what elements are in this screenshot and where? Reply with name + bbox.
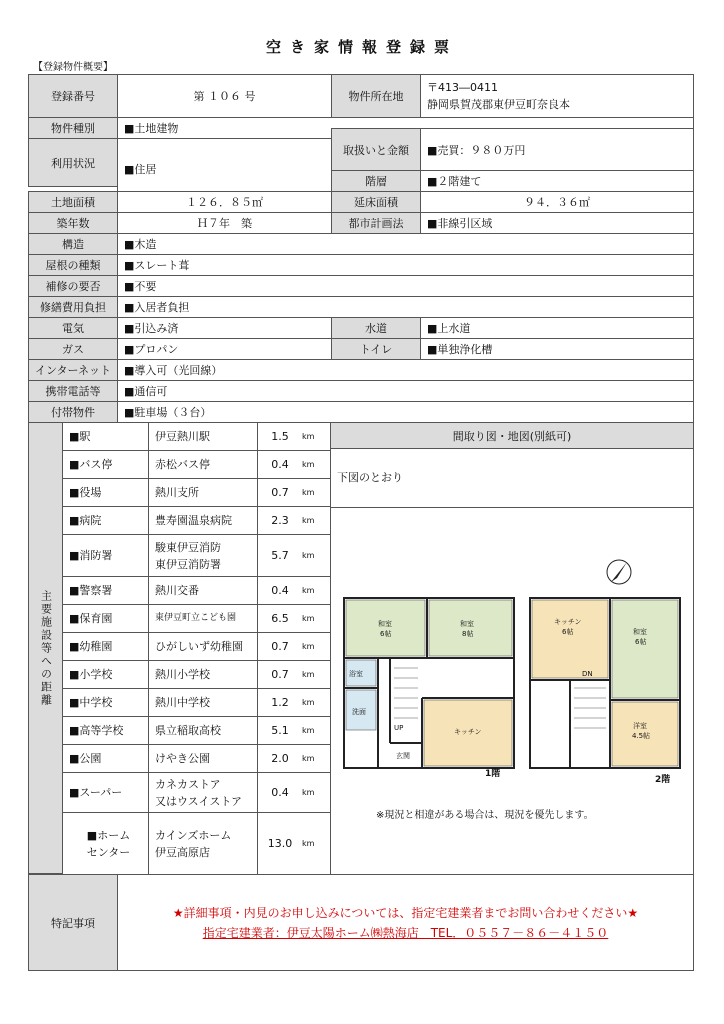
facility-name	[148, 812, 258, 875]
facility-category-text: ■高等学校	[69, 724, 124, 737]
usage-label: 利用状況	[28, 138, 118, 187]
page-title: 空き家情報登録票	[265, 38, 458, 56]
floorplan-header: 間取り図・地図(別紙可)	[330, 422, 694, 449]
reg-no-label: 登録番号	[28, 74, 118, 118]
svg-text:UP: UP	[394, 724, 404, 732]
facility-distance	[257, 812, 331, 875]
facility-category-text: ■保育園	[69, 612, 113, 625]
facility-distance-value: 0.7	[271, 486, 289, 499]
facility-name-text: 熱川交番	[155, 584, 199, 597]
electric-value: ■引込み済	[117, 317, 332, 339]
roof-label: 屋根の種類	[28, 254, 118, 276]
building-age-label: 築年数	[28, 212, 118, 234]
facility-name-text: けやき公園	[155, 752, 210, 765]
type-label: 物件種別	[28, 117, 118, 139]
facility-category-text: ■公園	[69, 752, 102, 765]
notes-line-inquiry: ★詳細事項・内見のお申し込みについては、指定宅建業者までお問い合わせください★	[172, 905, 639, 920]
svg-text:6帖: 6帖	[562, 628, 574, 636]
facility-category-text: ■消防署	[69, 549, 113, 562]
facility-category	[62, 716, 149, 745]
facility-category	[62, 506, 149, 535]
facility-category	[62, 660, 149, 689]
facility-name-text: 伊豆熱川駅	[155, 430, 210, 443]
repair-label: 補修の要否	[28, 275, 118, 297]
svg-text:洋室: 洋室	[633, 722, 647, 730]
facility-category	[62, 422, 149, 451]
facility-distance-unit: km	[302, 586, 315, 595]
gas-value: ■プロパン	[117, 338, 332, 360]
facility-category-text: ■バス停	[69, 458, 113, 471]
facility-category-text: ■病院	[69, 514, 102, 527]
facility-name	[148, 534, 258, 577]
water-value: ■上水道	[420, 317, 694, 339]
svg-text:和室: 和室	[460, 620, 474, 628]
facility-category-text: ■スーパー	[69, 786, 123, 799]
facility-category	[62, 744, 149, 773]
facility-distance	[257, 478, 331, 507]
urban-plan-label: 都市計画法	[331, 212, 421, 234]
location-value	[420, 74, 694, 118]
facility-name-text: 東伊豆町立こども園	[155, 613, 237, 623]
facility-category	[62, 604, 149, 633]
facility-name-text: 駿東伊豆消防	[155, 540, 221, 554]
repair-cost-label: 修繕費用負担	[28, 296, 118, 318]
urban-plan-value: ■非線引区域	[420, 212, 694, 234]
facility-distance	[257, 744, 331, 773]
facility-distance-unit: km	[302, 432, 315, 441]
facility-distance	[257, 604, 331, 633]
facility-distance-unit: km	[302, 698, 315, 707]
toilet-label: トイレ	[331, 338, 421, 360]
notes-value	[117, 874, 694, 971]
facility-distance	[257, 576, 331, 605]
facility-name	[148, 772, 258, 813]
internet-label: インターネット	[28, 359, 118, 381]
gas-label: ガス	[28, 338, 118, 360]
location-label: 物件所在地	[331, 74, 421, 118]
discrepancy-note: ※現況と相違がある場合は、現況を優先します。	[376, 810, 594, 821]
facility-name	[148, 450, 258, 479]
facility-distance-value: 6.5	[271, 612, 289, 625]
facility-name-text: 豊寿園温泉病院	[155, 514, 232, 527]
facility-distance	[257, 688, 331, 717]
facility-category-text: ■役場	[69, 486, 102, 499]
facility-distance	[257, 632, 331, 661]
facility-name	[148, 716, 258, 745]
facility-distance-value: 2.0	[271, 752, 289, 765]
svg-text:キッチン: キッチン	[454, 728, 482, 736]
reg-no-value: 第 １０６ 号	[117, 74, 332, 118]
water-label: 水道	[331, 317, 421, 339]
svg-text:キッチン: キッチン	[554, 618, 582, 626]
floor-2-label: 2階	[655, 775, 671, 785]
facility-distance-value: 1.2	[271, 696, 289, 709]
svg-text:8帖: 8帖	[462, 630, 474, 638]
svg-text:6帖: 6帖	[635, 638, 647, 646]
svg-text:和室: 和室	[633, 628, 647, 636]
facility-distance-value: 0.4	[271, 458, 289, 471]
facility-distance-value: 5.1	[271, 724, 289, 737]
floorplan-drawing	[330, 548, 690, 788]
location-address: 静岡県賀茂郡東伊豆町奈良本	[427, 98, 570, 111]
facility-distance-unit: km	[302, 754, 315, 763]
facility-distance-unit: km	[302, 670, 315, 679]
type-value: ■土地建物	[117, 117, 694, 139]
terms-label: 取扱いと金額	[331, 128, 421, 171]
facility-name-text: 熱川小学校	[155, 668, 210, 681]
facility-name	[148, 604, 258, 633]
electric-label: 電気	[28, 317, 118, 339]
structure-value: ■木造	[117, 233, 694, 255]
facility-category-text: ■小学校	[69, 668, 113, 681]
svg-text:浴室: 浴室	[349, 670, 363, 678]
facility-distance-unit: km	[302, 488, 315, 497]
facility-category-text: ■駅	[69, 430, 91, 443]
facility-distance	[257, 716, 331, 745]
repair-value: ■不要	[117, 275, 694, 297]
toilet-value: ■単独浄化槽	[420, 338, 694, 360]
floor-area-label: 延床面積	[331, 191, 421, 213]
facility-distance-unit: km	[302, 614, 315, 623]
facility-distance-value: 2.3	[271, 514, 289, 527]
facility-category	[62, 632, 149, 661]
section-subtitle: 【登録物件概要】	[33, 62, 113, 73]
facility-category-text: ■ホーム	[86, 828, 131, 842]
facility-name-text: 県立稲取高校	[155, 724, 221, 737]
facility-name-text: カネカストア	[155, 777, 221, 791]
facility-name	[148, 660, 258, 689]
facilities-label: 主要施設等への距離	[28, 422, 63, 874]
facility-name	[148, 632, 258, 661]
facility-distance-unit: km	[302, 460, 315, 469]
structure-label: 構造	[28, 233, 118, 255]
facility-category	[62, 772, 149, 813]
facility-category-text: ■中学校	[69, 696, 113, 709]
repair-cost-value: ■入居者負担	[117, 296, 694, 318]
registration-sheet	[28, 74, 694, 971]
facility-distance-value: 0.7	[271, 640, 289, 653]
facility-name	[148, 576, 258, 605]
location-zip: 〒413―0411	[427, 81, 498, 94]
svg-text:DN: DN	[582, 670, 593, 678]
facility-category-text: ■幼稚園	[69, 640, 113, 653]
facility-distance-unit: km	[302, 839, 315, 848]
facility-name	[148, 744, 258, 773]
facility-category-text: ■警察署	[69, 584, 113, 597]
land-area-label: 土地面積	[28, 191, 118, 213]
attachments-label: 付帯物件	[28, 401, 118, 423]
terms-value: ■売買：９８０万円	[420, 128, 694, 171]
facility-distance	[257, 534, 331, 577]
facility-name	[148, 478, 258, 507]
svg-text:4.5帖: 4.5帖	[632, 732, 651, 740]
floors-label: 階層	[331, 170, 421, 192]
roof-value: ■スレート葺	[117, 254, 694, 276]
facility-category	[62, 688, 149, 717]
svg-text:玄関: 玄関	[396, 752, 410, 760]
facility-distance	[257, 422, 331, 451]
floorplan-note: 下図のとおり	[330, 448, 694, 508]
facility-name-text: ひがしいず幼稚園	[155, 640, 243, 653]
facility-distance-value: 5.7	[271, 549, 289, 562]
facility-distance-value: 0.4	[271, 786, 289, 799]
facility-distance-unit: km	[302, 642, 315, 651]
facility-distance-unit: km	[302, 788, 315, 797]
facility-name-text-2: 又はウスイストア	[155, 794, 243, 808]
facility-name-text-2: 東伊豆消防署	[155, 557, 221, 571]
attachments-value: ■駐車場（３台）	[117, 401, 694, 423]
facility-name-text: カインズホーム	[155, 828, 232, 842]
facility-category	[62, 478, 149, 507]
facility-category	[62, 812, 149, 875]
mobile-value: ■通信可	[117, 380, 694, 402]
svg-text:6帖: 6帖	[380, 630, 392, 638]
floor-area-value: ９４．３６㎡	[420, 191, 694, 213]
facility-distance-unit: km	[302, 551, 315, 560]
facility-category-text-2: センター	[86, 845, 131, 859]
building-age-value: Ｈ７年 築	[117, 212, 332, 234]
facility-name	[148, 688, 258, 717]
facility-category	[62, 576, 149, 605]
notes-line-agent: 指定宅建業者：伊豆太陽ホーム㈱熱海店 TEL．０５５７－８６－４１５０	[202, 925, 609, 940]
notes-label: 特記事項	[28, 874, 118, 971]
facility-distance	[257, 450, 331, 479]
facility-name-text-2: 伊豆高原店	[155, 845, 210, 859]
usage-value: ■住居	[117, 138, 332, 199]
facility-distance-value: 1.5	[271, 430, 289, 443]
facility-distance	[257, 772, 331, 813]
facility-distance-unit: km	[302, 516, 315, 525]
facility-name	[148, 506, 258, 535]
facility-distance-value: 0.4	[271, 584, 289, 597]
facility-category	[62, 450, 149, 479]
facility-name-text: 熱川支所	[155, 486, 199, 499]
svg-text:洗面: 洗面	[352, 708, 366, 716]
facility-category	[62, 534, 149, 577]
facility-distance-unit: km	[302, 726, 315, 735]
facility-name-text: 熱川中学校	[155, 696, 210, 709]
facility-name	[148, 422, 258, 451]
facility-distance	[257, 506, 331, 535]
facility-name-text: 赤松バス停	[155, 458, 210, 471]
floor-1-label: 1階	[485, 769, 501, 779]
facility-distance-value: 0.7	[271, 668, 289, 681]
facility-distance-value: 13.0	[267, 837, 293, 850]
floors-value: ■２階建て	[420, 170, 694, 192]
svg-text:和室: 和室	[378, 620, 392, 628]
facility-distance	[257, 660, 331, 689]
internet-value: ■導入可（光回線）	[117, 359, 694, 381]
mobile-label: 携帯電話等	[28, 380, 118, 402]
land-area-value: １２６．８５㎡	[117, 191, 332, 213]
